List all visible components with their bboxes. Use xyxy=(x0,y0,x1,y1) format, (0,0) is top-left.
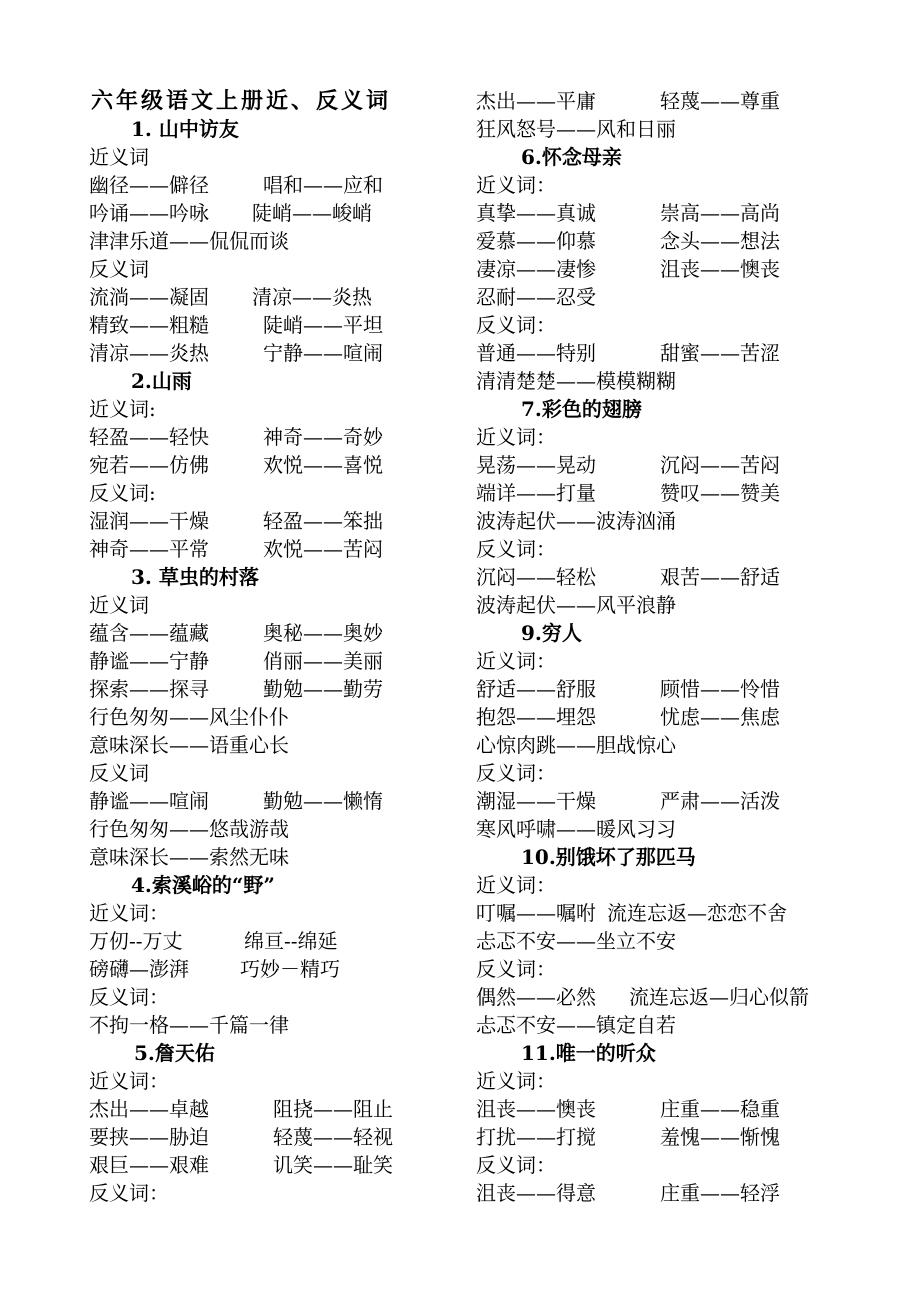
word-pair-row xyxy=(476,339,876,367)
word-pair: 唱和——应和 xyxy=(263,173,383,197)
word-pair-row xyxy=(89,451,489,479)
section-label: 近义词： xyxy=(476,873,556,897)
word-pair: 讥笑——耻笑 xyxy=(273,1153,393,1177)
word-pair: 巧妙－精巧 xyxy=(240,957,340,981)
section-label: 近义词： xyxy=(89,1069,169,1093)
right-column xyxy=(476,87,876,1207)
word-pair-row xyxy=(476,367,876,395)
word-pair: 抱怨——埋怨 xyxy=(476,705,596,729)
word-pair-row xyxy=(89,283,489,311)
word-pair-row xyxy=(476,1123,876,1151)
word-pair: 意味深长——语重心长 xyxy=(89,733,289,757)
word-pair: 沮丧——得意 xyxy=(476,1181,596,1205)
section-label: 反义词： xyxy=(89,985,169,1009)
word-pair: 欢悦——喜悦 xyxy=(263,453,383,477)
word-pair: 轻蔑——尊重 xyxy=(660,89,780,113)
word-pair: 勤勉——懒惰 xyxy=(263,789,383,813)
word-pair: 不拘一格——千篇一律 xyxy=(89,1013,289,1037)
word-pair: 意味深长——索然无味 xyxy=(89,845,289,869)
word-pair: 舒适——舒服 xyxy=(476,677,596,701)
section-label: 反义词 xyxy=(89,761,149,785)
word-pair: 甜蜜——苦涩 xyxy=(660,341,780,365)
word-pair: 宛若——仿佛 xyxy=(89,453,209,477)
lesson-heading: 2.山雨 xyxy=(131,369,192,393)
word-pair-row xyxy=(89,955,489,983)
section-label: 反义词： xyxy=(89,1181,169,1205)
word-pair: 欢悦——苦闷 xyxy=(263,537,383,561)
word-pair-row xyxy=(476,563,876,591)
section-label: 近义词： xyxy=(476,649,556,673)
word-pair: 阻挠——阻止 xyxy=(273,1097,393,1121)
word-pair-row xyxy=(89,843,489,871)
lesson-heading: 1. 山中访友 xyxy=(131,117,239,141)
word-pair: 潮湿——干燥 xyxy=(476,789,596,813)
word-pair-row xyxy=(89,535,489,563)
word-pair: 杰出——平庸 xyxy=(476,89,596,113)
word-pair-row xyxy=(476,283,876,311)
word-pair-row xyxy=(89,815,489,843)
lesson-heading: 10.别饿坏了那匹马 xyxy=(521,845,696,869)
lesson-heading: 3. 草虫的村落 xyxy=(131,565,259,589)
word-pair: 沮丧——懊丧 xyxy=(476,1097,596,1121)
word-pair-row xyxy=(476,983,876,1011)
lesson-heading: 7.彩色的翅膀 xyxy=(521,397,642,421)
word-pair: 晃荡——晃动 xyxy=(476,453,596,477)
word-pair: 行色匆匆——风尘仆仆 xyxy=(89,705,289,729)
section-label: 近义词： xyxy=(476,1069,556,1093)
word-pair: 行色匆匆——悠哉游哉 xyxy=(89,817,289,841)
word-pair: 叮嘱——嘱咐 xyxy=(476,901,596,925)
word-pair-row xyxy=(476,675,876,703)
word-pair: 精致——粗糙 xyxy=(89,313,209,337)
word-pair: 忍耐——忍受 xyxy=(476,285,596,309)
word-pair-row xyxy=(89,339,489,367)
word-pair-row xyxy=(89,1151,489,1179)
word-pair-row xyxy=(89,703,489,731)
word-pair-row xyxy=(476,115,876,143)
word-pair: 陡峭——平坦 xyxy=(263,313,383,337)
word-pair-row xyxy=(476,1179,876,1207)
word-pair: 清凉——炎热 xyxy=(252,285,372,309)
word-pair-row xyxy=(476,1095,876,1123)
word-pair: 湿润——干燥 xyxy=(89,509,209,533)
word-pair: 幽径——僻径 xyxy=(89,173,209,197)
lesson-heading: 5.詹天佑 xyxy=(134,1041,215,1065)
word-pair-row xyxy=(476,787,876,815)
lesson-heading: 6.怀念母亲 xyxy=(521,145,622,169)
word-pair-row xyxy=(476,227,876,255)
word-pair: 清凉——炎热 xyxy=(89,341,209,365)
word-pair: 波涛起伏——风平浪静 xyxy=(476,593,676,617)
section-label: 反义词： xyxy=(476,313,556,337)
word-pair: 杰出——卓越 xyxy=(89,1097,209,1121)
word-pair-row xyxy=(476,255,876,283)
word-pair: 赞叹——赞美 xyxy=(660,481,780,505)
word-pair-row xyxy=(476,199,876,227)
word-pair-row xyxy=(89,927,489,955)
lesson-heading: 4.索溪峪的“野” xyxy=(131,873,275,897)
word-pair: 忐忑不安——镇定自若 xyxy=(476,1013,676,1037)
word-pair-row xyxy=(89,1011,489,1039)
word-pair: 流淌——凝固 xyxy=(89,285,209,309)
word-pair: 崇高——高尚 xyxy=(660,201,780,225)
section-label: 反义词 xyxy=(89,257,149,281)
word-pair: 静谧——喧闹 xyxy=(89,789,209,813)
word-pair-row xyxy=(476,451,876,479)
word-pair: 沉闷——苦闷 xyxy=(660,453,780,477)
word-pair: 艰巨——艰难 xyxy=(89,1153,209,1177)
word-pair: 陡峭——峻峭 xyxy=(252,201,372,225)
word-pair-row xyxy=(476,591,876,619)
word-pair-row xyxy=(476,899,876,927)
word-pair: 顾惜——怜惜 xyxy=(660,677,780,701)
section-label: 反义词： xyxy=(476,537,556,561)
word-pair: 沉闷——轻松 xyxy=(476,565,596,589)
word-pair: 清清楚楚——模模糊糊 xyxy=(476,369,676,393)
section-label: 反义词: xyxy=(89,481,156,505)
word-pair: 寒风呼啸——暖风习习 xyxy=(476,817,676,841)
word-pair: 探索——探寻 xyxy=(89,677,209,701)
word-pair-row xyxy=(89,171,489,199)
section-label: 反义词： xyxy=(476,1153,556,1177)
word-pair: 艰苦——舒适 xyxy=(660,565,780,589)
word-pair-row xyxy=(476,927,876,955)
section-label: 近义词： xyxy=(89,901,169,925)
word-pair: 忧虑——焦虑 xyxy=(660,705,780,729)
word-pair-row xyxy=(476,507,876,535)
word-pair-row xyxy=(89,647,489,675)
word-pair: 打扰——打搅 xyxy=(476,1125,596,1149)
word-pair: 流连忘返—归心似箭 xyxy=(629,985,809,1009)
word-pair: 凄凉——凄惨 xyxy=(476,257,596,281)
lesson-heading: 11.唯一的听众 xyxy=(521,1041,656,1065)
word-pair: 念头——想法 xyxy=(660,229,780,253)
section-label: 反义词： xyxy=(476,957,556,981)
word-pair: 忐忑不安——坐立不安 xyxy=(476,929,676,953)
word-pair: 津津乐道——侃侃而谈 xyxy=(89,229,289,253)
word-pair: 庄重——轻浮 xyxy=(660,1181,780,1205)
word-pair: 吟诵——吟咏 xyxy=(89,201,209,225)
word-pair-row xyxy=(476,479,876,507)
word-pair: 流连忘返—恋恋不舍 xyxy=(607,901,787,925)
word-pair-row xyxy=(89,619,489,647)
word-pair-row xyxy=(476,815,876,843)
word-pair: 奥秘——奥妙 xyxy=(263,621,383,645)
section-label: 近义词 xyxy=(89,145,149,169)
word-pair-row xyxy=(476,703,876,731)
word-pair: 爱慕——仰慕 xyxy=(476,229,596,253)
word-pair: 羞愧——惭愧 xyxy=(660,1125,780,1149)
word-pair-row xyxy=(89,1123,489,1151)
word-pair-row xyxy=(89,675,489,703)
word-pair: 狂风怒号——风和日丽 xyxy=(476,117,676,141)
word-pair: 轻蔑——轻视 xyxy=(273,1125,393,1149)
word-pair: 普通——特别 xyxy=(476,341,596,365)
word-pair-row xyxy=(89,227,489,255)
word-pair-row xyxy=(476,731,876,759)
word-pair: 波涛起伏——波涛汹涌 xyxy=(476,509,676,533)
section-label: 近义词 xyxy=(89,593,149,617)
word-pair-row xyxy=(89,731,489,759)
word-pair-row xyxy=(89,787,489,815)
word-pair-row xyxy=(89,311,489,339)
word-pair: 沮丧——懊丧 xyxy=(660,257,780,281)
word-pair: 端详——打量 xyxy=(476,481,596,505)
lesson-heading: 9.穷人 xyxy=(521,621,582,645)
word-pair: 严肃——活泼 xyxy=(660,789,780,813)
word-pair-row xyxy=(89,1095,489,1123)
word-pair: 静谧——宁静 xyxy=(89,649,209,673)
word-pair: 心惊肉跳——胆战惊心 xyxy=(476,733,676,757)
section-label: 反义词： xyxy=(476,761,556,785)
word-pair-row xyxy=(476,87,876,115)
word-pair-row xyxy=(89,199,489,227)
word-pair: 俏丽——美丽 xyxy=(263,649,383,673)
page-title: 六年级语文上册近、反义词 xyxy=(91,88,392,114)
word-pair: 偶然——必然 xyxy=(476,985,596,1009)
word-pair: 庄重——稳重 xyxy=(660,1097,780,1121)
section-label: 近义词: xyxy=(89,397,156,421)
word-pair: 要挟——胁迫 xyxy=(89,1125,209,1149)
word-pair: 宁静——喧闹 xyxy=(263,341,383,365)
word-pair-row xyxy=(476,1011,876,1039)
word-pair-row xyxy=(89,423,489,451)
word-pair: 神奇——平常 xyxy=(89,537,209,561)
word-pair: 磅礴—澎湃 xyxy=(89,957,189,981)
section-label: 近义词： xyxy=(476,425,556,449)
left-column xyxy=(89,87,489,1207)
word-pair: 勤勉——勤劳 xyxy=(263,677,383,701)
word-pair: 万仞--万丈 xyxy=(89,929,183,953)
word-pair-row xyxy=(89,507,489,535)
section-label: 近义词： xyxy=(476,173,556,197)
word-pair: 神奇——奇妙 xyxy=(263,425,383,449)
word-pair: 轻盈——笨拙 xyxy=(263,509,383,533)
word-pair: 绵亘--绵延 xyxy=(244,929,338,953)
word-pair: 真挚——真诚 xyxy=(476,201,596,225)
word-pair: 蕴含——蕴藏 xyxy=(89,621,209,645)
word-pair: 轻盈——轻快 xyxy=(89,425,209,449)
